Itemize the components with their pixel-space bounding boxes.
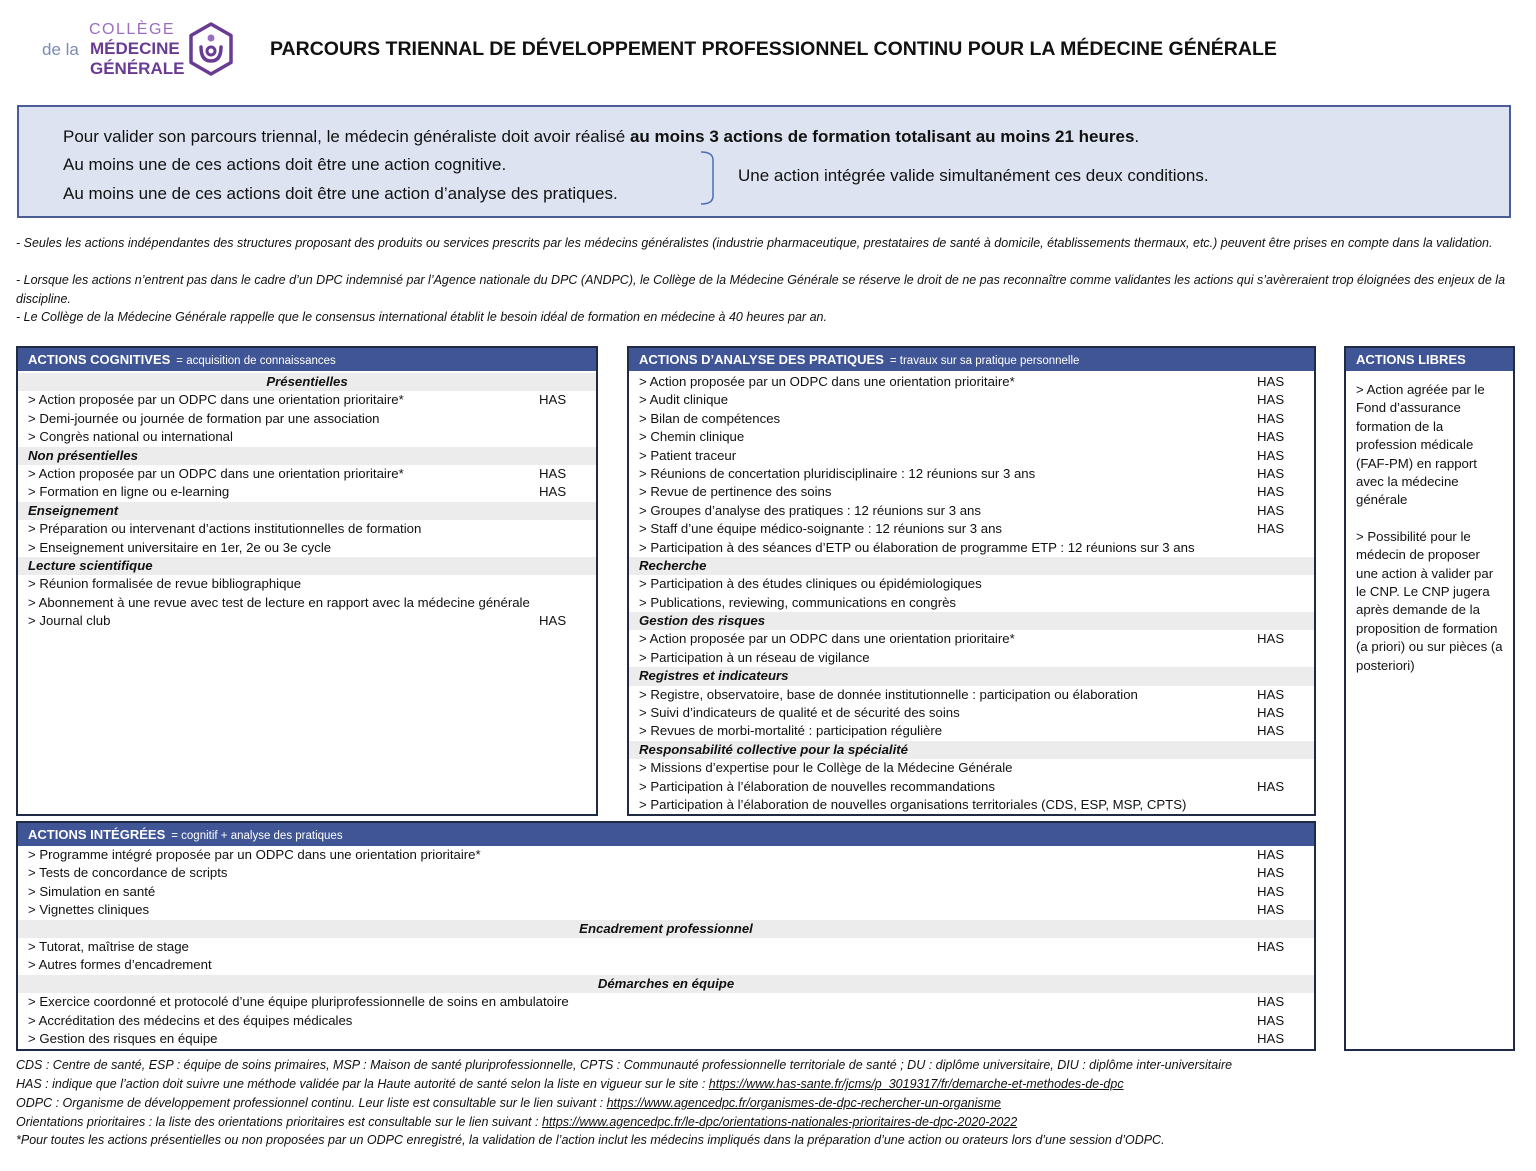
section-label: Démarches en équipe <box>597 975 735 991</box>
footer-orientations <box>16 1115 1017 1129</box>
panel-header <box>18 823 1314 846</box>
action-label: > Participation à l’élaboration de nouvelles recommandations <box>639 778 995 794</box>
action-label: > Participation à des séances d’ETP ou élaboration de programme ETP : 12 réunions sur 3 ans <box>639 539 1195 555</box>
action-label: > Enseignement universitaire en 1er, 2e ou 3e cycle <box>28 539 332 555</box>
integrated-condition-note: Une action intégrée valide simultanément ces deux conditions. <box>738 166 1209 185</box>
section-label: Présentielles <box>266 374 348 389</box>
action-label: > Gestion des risques en équipe <box>28 1030 218 1046</box>
action-row <box>629 759 1314 777</box>
action-row <box>18 901 1314 919</box>
action-label: > Missions d’expertise pour le Collège de la Médecine Générale <box>639 760 1013 776</box>
condition-line-2: Au moins une de ces actions doit être une action cognitive. <box>63 155 507 174</box>
has-tag: HAS <box>539 484 567 500</box>
panel-subtitle: = acquisition de connaissances <box>176 355 336 367</box>
action-label: > Autres formes d’encadrement <box>28 957 212 973</box>
free-actions-text <box>1346 371 1513 675</box>
brace-icon <box>699 150 719 206</box>
orientations-link[interactable]: https://www.agencedpc.fr/le-dpc/orientations-nationales-prioritaires-de-dpc-2020-2022 <box>541 1115 1018 1129</box>
note-independence: - Seules les actions indépendantes des structures proposant des produits ou services prescrits par les médecins généralistes (industrie pharmaceutique, prestataires de santé à domicile, établissements thermaux, etc.) peuvent être prises en compte dans la validation. <box>16 236 1493 250</box>
section-header <box>18 373 596 391</box>
action-row <box>18 575 596 593</box>
footer-odpc-text: ODPC : Organisme de développement professionnel continu. Leur liste est consultable sur le lien suivant : <box>16 1096 607 1110</box>
analysis-actions-panel <box>627 346 1316 816</box>
condition-line-3: Au moins une de ces actions doit être une action d’analyse des pratiques. <box>63 184 618 203</box>
action-row <box>629 630 1314 648</box>
action-row <box>18 883 1314 901</box>
has-tag: HAS <box>1257 994 1285 1010</box>
action-row <box>18 520 596 538</box>
panel-title: ACTIONS INTÉGRÉES <box>28 827 166 842</box>
has-tag: HAS <box>1257 902 1285 918</box>
action-label: > Journal club <box>28 613 111 629</box>
condition-line-1-bold: au moins 3 actions de formation totalisant au moins 21 heures <box>629 127 1135 146</box>
action-row <box>18 864 1314 882</box>
action-label: > Exercice coordonné et protocolé d’une équipe pluriprofessionnelle de soins en ambulatoire <box>28 994 569 1010</box>
action-row <box>629 483 1314 501</box>
action-label: > Abonnement à une revue avec test de lecture en rapport avec la médecine générale <box>28 594 530 610</box>
integrated-rows <box>18 846 1314 1048</box>
action-row <box>18 410 596 428</box>
action-row <box>629 539 1314 557</box>
panel-title: ACTIONS D’ANALYSE DES PRATIQUES <box>639 352 884 367</box>
action-label: > Patient traceur <box>639 447 737 463</box>
action-label: > Suivi d’indicateurs de qualité et de sécurité des soins <box>639 705 960 721</box>
action-row <box>629 594 1314 612</box>
footer-asterisk-note: *Pour toutes les actions présentielles ou non proposées par un ODPC enregistré, la validation de l’action inclut les médecins impliqués dans la préparation d’une action ou orateurs lors d’une session d’ODPC. <box>16 1133 1165 1147</box>
action-row <box>18 539 596 557</box>
note-consensus: - Le Collège de la Médecine Générale rappelle que le consensus international établit le besoin idéal de formation en médecine à 40 heures par an. <box>16 310 827 324</box>
condition-line-1 <box>63 127 1139 147</box>
has-tag: HAS <box>539 613 567 629</box>
action-label: > Registre, observatoire, base de donnée institutionnelle : participation ou élaboration <box>639 686 1138 702</box>
action-row <box>18 956 1314 974</box>
section-header <box>629 741 1314 759</box>
has-tag: HAS <box>539 465 567 481</box>
conditions-box <box>17 105 1511 218</box>
has-tag: HAS <box>1257 465 1285 481</box>
action-label: > Réunion formalisée de revue bibliographique <box>28 576 302 592</box>
action-row <box>629 778 1314 796</box>
action-label: > Audit clinique <box>639 392 729 408</box>
has-tag: HAS <box>1257 686 1285 702</box>
footer-abbreviations: CDS : Centre de santé, ESP : équipe de soins primaires, MSP : Maison de santé pluriprofessionnelle, CPTS : Communauté professionnelle territoriale de santé ; DU : diplôme universitaire, DIU : diplôme inter-universitaire <box>16 1058 1233 1072</box>
action-label: > Action proposée par un ODPC dans une orientation prioritaire* <box>28 392 404 408</box>
has-tag: HAS <box>1257 938 1285 954</box>
action-label: > Participation à des études cliniques ou épidémiologiques <box>639 576 982 592</box>
section-header <box>629 612 1314 630</box>
condition-line-1-end: . <box>1134 127 1140 146</box>
has-tag: HAS <box>1257 883 1285 899</box>
action-label: > Préparation ou intervenant d’actions institutionnelles de formation <box>28 521 422 537</box>
has-tag: HAS <box>1257 1030 1285 1046</box>
action-row <box>629 465 1314 483</box>
action-row <box>629 796 1314 814</box>
logo-text-college: COLLÈGE <box>89 21 176 38</box>
action-row <box>629 391 1314 409</box>
panel-title: ACTIONS COGNITIVES <box>28 352 171 367</box>
section-label: Enseignement <box>28 502 119 518</box>
action-label: > Programme intégré proposée par un ODPC dans une orientation prioritaire* <box>28 847 481 862</box>
action-row <box>629 649 1314 667</box>
odpc-link[interactable]: https://www.agencedpc.fr/organismes-de-dpc-rechercher-un-organisme <box>606 1096 1002 1110</box>
has-tag: HAS <box>1257 521 1285 537</box>
has-tag: HAS <box>539 392 567 408</box>
has-tag: HAS <box>1257 392 1285 408</box>
has-tag: HAS <box>1257 865 1285 881</box>
action-row <box>629 704 1314 722</box>
has-tag: HAS <box>1257 723 1285 739</box>
action-label: > Congrès national ou international <box>28 429 233 445</box>
section-header <box>629 667 1314 685</box>
action-row <box>18 483 596 501</box>
action-label: > Chemin clinique <box>639 429 745 445</box>
action-row <box>629 722 1314 740</box>
action-label: > Réunions de concertation pluridisciplinaire : 12 réunions sur 3 ans <box>639 465 1036 481</box>
panel-title: ACTIONS LIBRES <box>1356 352 1466 367</box>
has-link[interactable]: https://www.has-sante.fr/jcms/p_3019317/fr/demarche-et-methodes-de-dpc <box>708 1077 1124 1091</box>
action-row <box>18 465 596 483</box>
footer-has <box>16 1077 1124 1091</box>
section-header <box>18 502 596 520</box>
has-tag: HAS <box>1257 374 1285 389</box>
action-label: > Demi-journée ou journée de formation par une association <box>28 410 380 426</box>
action-row <box>629 575 1314 593</box>
panel-header <box>18 348 596 371</box>
has-tag: HAS <box>1257 410 1285 426</box>
note-andpc: - Lorsque les actions n’entrent pas dans le cadre d’un DPC indemnisé par l’Agence nationale du DPC (ANDPC), le Collège de la Médecine Générale se réserve le droit de ne pas reconnaître comme validantes les actions qui s’avèreraient trop éloignées des enjeux de la discipline. <box>16 273 1506 306</box>
action-label: > Groupes d’analyse des pratiques : 12 réunions sur 3 ans <box>639 502 981 518</box>
action-row <box>18 938 1314 956</box>
section-header <box>629 557 1314 575</box>
free-action-cnp: > Possibilité pour le médecin de proposer une action à valider par le CNP. Le CNP jugera après demande de la proposition de formation (a priori) ou sur pièces (a posteriori) <box>1356 528 1503 673</box>
logo-text-generale: GÉNÉRALE <box>90 59 185 78</box>
has-tag: HAS <box>1257 778 1285 794</box>
action-label: > Simulation en santé <box>28 883 156 899</box>
action-row <box>18 594 596 612</box>
college-logo <box>42 20 237 80</box>
has-tag: HAS <box>1257 631 1285 647</box>
action-row <box>18 391 596 409</box>
action-row <box>629 686 1314 704</box>
section-header <box>18 557 596 575</box>
action-label: > Bilan de compétences <box>639 410 781 426</box>
action-row <box>18 993 1314 1011</box>
free-action-faf-pm: > Action agréée par le Fond d’assurance formation de la profession médicale (FAF-PM) en rapport avec la médecine générale <box>1356 382 1485 508</box>
action-label: > Vignettes cliniques <box>28 902 150 918</box>
action-row <box>629 373 1314 391</box>
logo-text-de-la: de la <box>42 40 79 59</box>
condition-line-1-text: Pour valider son parcours triennal, le médecin généraliste doit avoir réalisé <box>63 127 630 146</box>
footer-odpc <box>16 1096 1001 1110</box>
panel-subtitle: = cognitif + analyse des pratiques <box>171 830 343 842</box>
action-row <box>629 428 1314 446</box>
action-label: > Formation en ligne ou e-learning <box>28 484 230 500</box>
section-label: Registres et indicateurs <box>639 668 789 684</box>
has-tag: HAS <box>1257 847 1285 862</box>
has-tag: HAS <box>1257 1012 1285 1028</box>
cognitive-actions-panel <box>16 346 598 816</box>
panel-subtitle: = travaux sur sa pratique personnelle <box>889 355 1080 367</box>
cognitive-rows <box>18 373 596 630</box>
section-label: Encadrement professionnel <box>579 920 753 936</box>
section-label: Non présentielles <box>28 447 138 463</box>
action-label: > Tests de concordance de scripts <box>28 865 228 881</box>
has-tag: HAS <box>1257 705 1285 721</box>
footer-orientations-text: Orientations prioritaires : la liste des orientations prioritaires est consultable sur le lien suivant : <box>16 1115 542 1129</box>
section-label: Responsabilité collective pour la spécialité <box>639 741 908 757</box>
panel-header <box>629 348 1314 371</box>
action-row <box>18 612 596 630</box>
action-row <box>629 410 1314 428</box>
action-label: > Staff d’une équipe médico-soignante : 12 réunions sur 3 ans <box>639 521 1003 537</box>
action-row <box>18 428 596 446</box>
section-header <box>18 920 1314 938</box>
action-label: > Revue de pertinence des soins <box>639 484 832 500</box>
action-row <box>18 846 1314 864</box>
footer-has-text: HAS : indique que l’action doit suivre une méthode validée par la Haute autorité de santé selon la liste en vigueur sur le site : <box>16 1077 709 1091</box>
action-label: > Tutorat, maîtrise de stage <box>28 938 189 954</box>
section-label: Lecture scientifique <box>28 557 153 573</box>
action-label: > Participation à un réseau de vigilance <box>639 649 870 665</box>
action-label: > Accréditation des médecins et des équipes médicales <box>28 1012 353 1028</box>
has-tag: HAS <box>1257 447 1285 463</box>
action-row <box>629 447 1314 465</box>
panel-header <box>1346 348 1513 371</box>
analysis-rows <box>629 373 1314 814</box>
action-row <box>629 520 1314 538</box>
action-label: > Publications, reviewing, communications en congrès <box>639 594 957 610</box>
section-label: Recherche <box>639 557 707 573</box>
action-label: > Action proposée par un ODPC dans une orientation prioritaire* <box>639 631 1015 647</box>
has-tag: HAS <box>1257 484 1285 500</box>
section-label: Gestion des risques <box>639 613 766 629</box>
has-tag: HAS <box>1257 502 1285 518</box>
page-title: PARCOURS TRIENNAL DE DÉVELOPPEMENT PROFESSIONNEL CONTINU POUR LA MÉDECINE GÉNÉRALE <box>270 38 1277 60</box>
action-label: > Revues de morbi-mortalité : participation régulière <box>639 723 943 739</box>
action-row <box>629 502 1314 520</box>
action-row <box>18 1030 1314 1048</box>
logo-text-medecine: MÉDECINE <box>90 39 180 58</box>
logo-hexagon-icon <box>187 21 235 77</box>
has-tag: HAS <box>1257 429 1285 445</box>
action-label: > Participation à l’élaboration de nouvelles organisations territoriales (CDS, ESP, MSP, CPTS) <box>639 796 1187 812</box>
free-actions-panel <box>1344 346 1515 1051</box>
action-label: > Action proposée par un ODPC dans une orientation prioritaire* <box>28 465 404 481</box>
integrated-actions-panel <box>16 821 1316 1051</box>
section-header <box>18 447 596 465</box>
action-label: > Action proposée par un ODPC dans une orientation prioritaire* <box>639 374 1015 389</box>
action-row <box>18 1012 1314 1030</box>
section-header <box>18 975 1314 993</box>
